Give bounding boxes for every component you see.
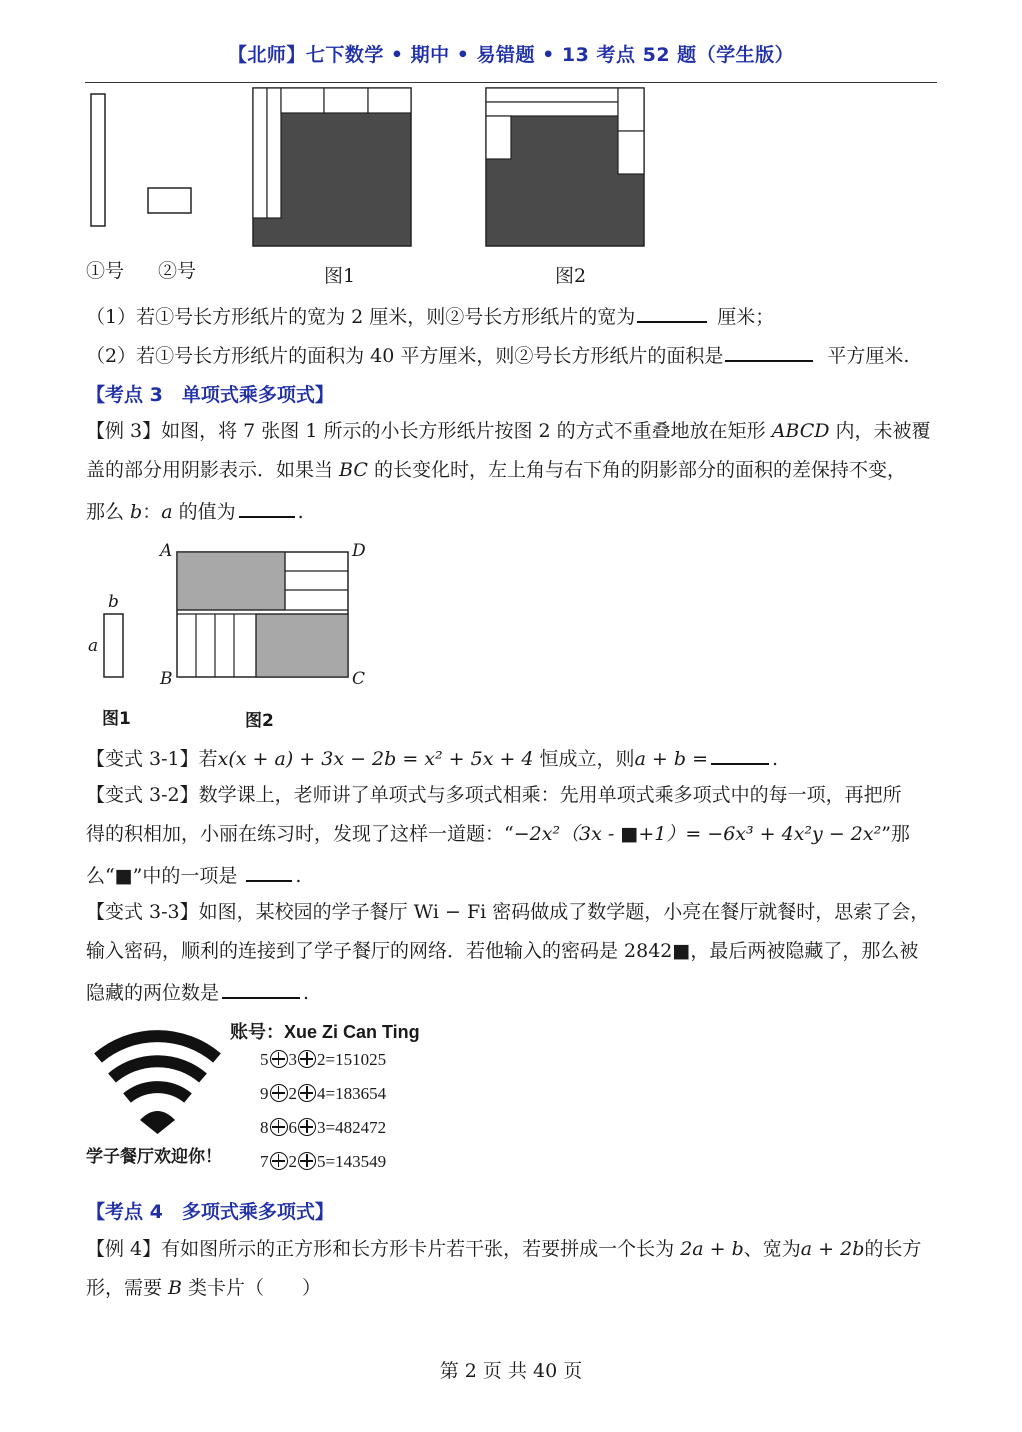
question-part-2: （2）若①号长方形纸片的面积为 40 平方厘米，则②号长方形纸片的面积是 平方厘米. <box>86 340 909 369</box>
wifi-equation: 9 2 4=183654 <box>260 1084 387 1103</box>
example-3-line-3: 那么 b：a 的值为 . <box>86 496 304 525</box>
page-number: 第 2 页 共 40 页 <box>439 1360 583 1382</box>
example-4-line-2: 形，需要 B 类卡片（ ） <box>86 1277 322 1299</box>
circled-plus-icon <box>270 1118 288 1136</box>
vertex-label-A: A <box>160 541 173 561</box>
variant-3-2-line-1: 【变式 3-2】数学课上，老师讲了单项式与多项式相乘：先用单项式乘多项式中的每一项，再把所 <box>86 784 902 806</box>
example-3-line-1: 【例 3】如图，将 7 张图 1 所示的小长方形纸片按图 2 的方式不重叠地放在矩形 ABCD 内，未被覆 <box>86 420 931 442</box>
variant-3-3-line-1: 【变式 3-3】如图，某校园的学子餐厅 Wi − Fi 密码做成了数学题，小亮在餐厅就餐时，思索了会， <box>86 901 930 923</box>
caption-figure-1: 图1 <box>324 265 356 287</box>
circled-plus-icon <box>270 1152 288 1170</box>
answer-blank[interactable] <box>711 743 769 765</box>
fig1-small-rect <box>104 614 123 677</box>
fig2-caption: 图2 <box>245 711 274 731</box>
vertex-label-D: D <box>352 541 366 561</box>
wifi-equation: 7 2 5=143549 <box>260 1152 387 1171</box>
figure-1 <box>253 88 411 246</box>
fig1-caption: 图1 <box>102 709 131 729</box>
question-part-1: （1）若①号长方形纸片的宽为 2 厘米，则②号长方形纸片的宽为 厘米； <box>86 301 774 330</box>
example-3-line-2: 盖的部分用阴影表示．如果当 BC 的长变化时，左上角与右下角的阴影部分的面积的差保持不变， <box>86 459 906 481</box>
variant-3-2-line-2: 得的积相加，小丽在练习时，发现了这样一道题：“−2x²（3x - ■+1）= −6x³ + 4x²y − 2x²”那 <box>86 823 910 845</box>
wifi-account: 账号：Xue Zi Can Ting <box>230 1022 420 1042</box>
wifi-icon <box>90 1022 225 1140</box>
section-4-title: 【考点 4 多项式乘多项式】 <box>86 1201 334 1223</box>
circled-plus-icon <box>298 1084 316 1102</box>
circled-plus-icon <box>298 1152 316 1170</box>
rect-2 <box>148 188 191 213</box>
label-strip-1: ①号 <box>86 260 125 282</box>
answer-blank[interactable] <box>222 977 300 999</box>
variant-3-3-line-2: 输入密码，顺利的连接到了学子餐厅的网络．若他输入的密码是 2842■，最后两被隐藏了，那么被 <box>86 940 919 962</box>
variant-3-3-line-3: 隐藏的两位数是 . <box>86 977 309 1006</box>
strip-1 <box>91 94 105 226</box>
caption-figure-2: 图2 <box>555 265 587 287</box>
figure-2 <box>486 88 644 246</box>
top-figures <box>85 85 685 255</box>
fig1-label-a: a <box>88 636 99 656</box>
header-divider <box>85 82 937 83</box>
answer-blank[interactable] <box>239 496 295 518</box>
circled-plus-icon <box>270 1050 288 1068</box>
vertex-label-B: B <box>160 669 173 689</box>
wifi-equation: 5 3 2=151025 <box>260 1050 387 1069</box>
page-header: 【北师】七下数学 • 期中 • 易错题 • 13 考点 52 题（学生版） <box>227 44 795 66</box>
wifi-equation: 8 6 3=482472 <box>260 1118 387 1137</box>
wifi-welcome: 学子餐厅欢迎你！ <box>86 1147 222 1166</box>
answer-blank[interactable] <box>725 340 813 362</box>
variant-3-1: 【变式 3-1】若x(x + a) + 3x − 2b = x² + 5x + 4 恒成立，则a + b = . <box>86 743 778 772</box>
label-rect-2: ②号 <box>158 260 197 282</box>
example-4-line-1: 【例 4】有如图所示的正方形和长方形卡片若干张，若要拼成一个长为 2a + b、宽为a + 2b的长方 <box>86 1238 922 1260</box>
variant-3-2-line-3: 么“■”中的一项是 . <box>86 860 301 889</box>
circled-plus-icon <box>298 1118 316 1136</box>
answer-blank[interactable] <box>637 301 707 323</box>
answer-blank[interactable] <box>246 860 292 882</box>
section-3-title: 【考点 3 单项式乘多项式】 <box>86 384 334 406</box>
example-3-figures <box>80 538 380 698</box>
fig2-abcd <box>177 552 348 677</box>
vertex-label-C: C <box>352 669 366 689</box>
circled-plus-icon <box>298 1050 316 1068</box>
fig1-label-b: b <box>108 592 119 612</box>
circled-plus-icon <box>270 1084 288 1102</box>
